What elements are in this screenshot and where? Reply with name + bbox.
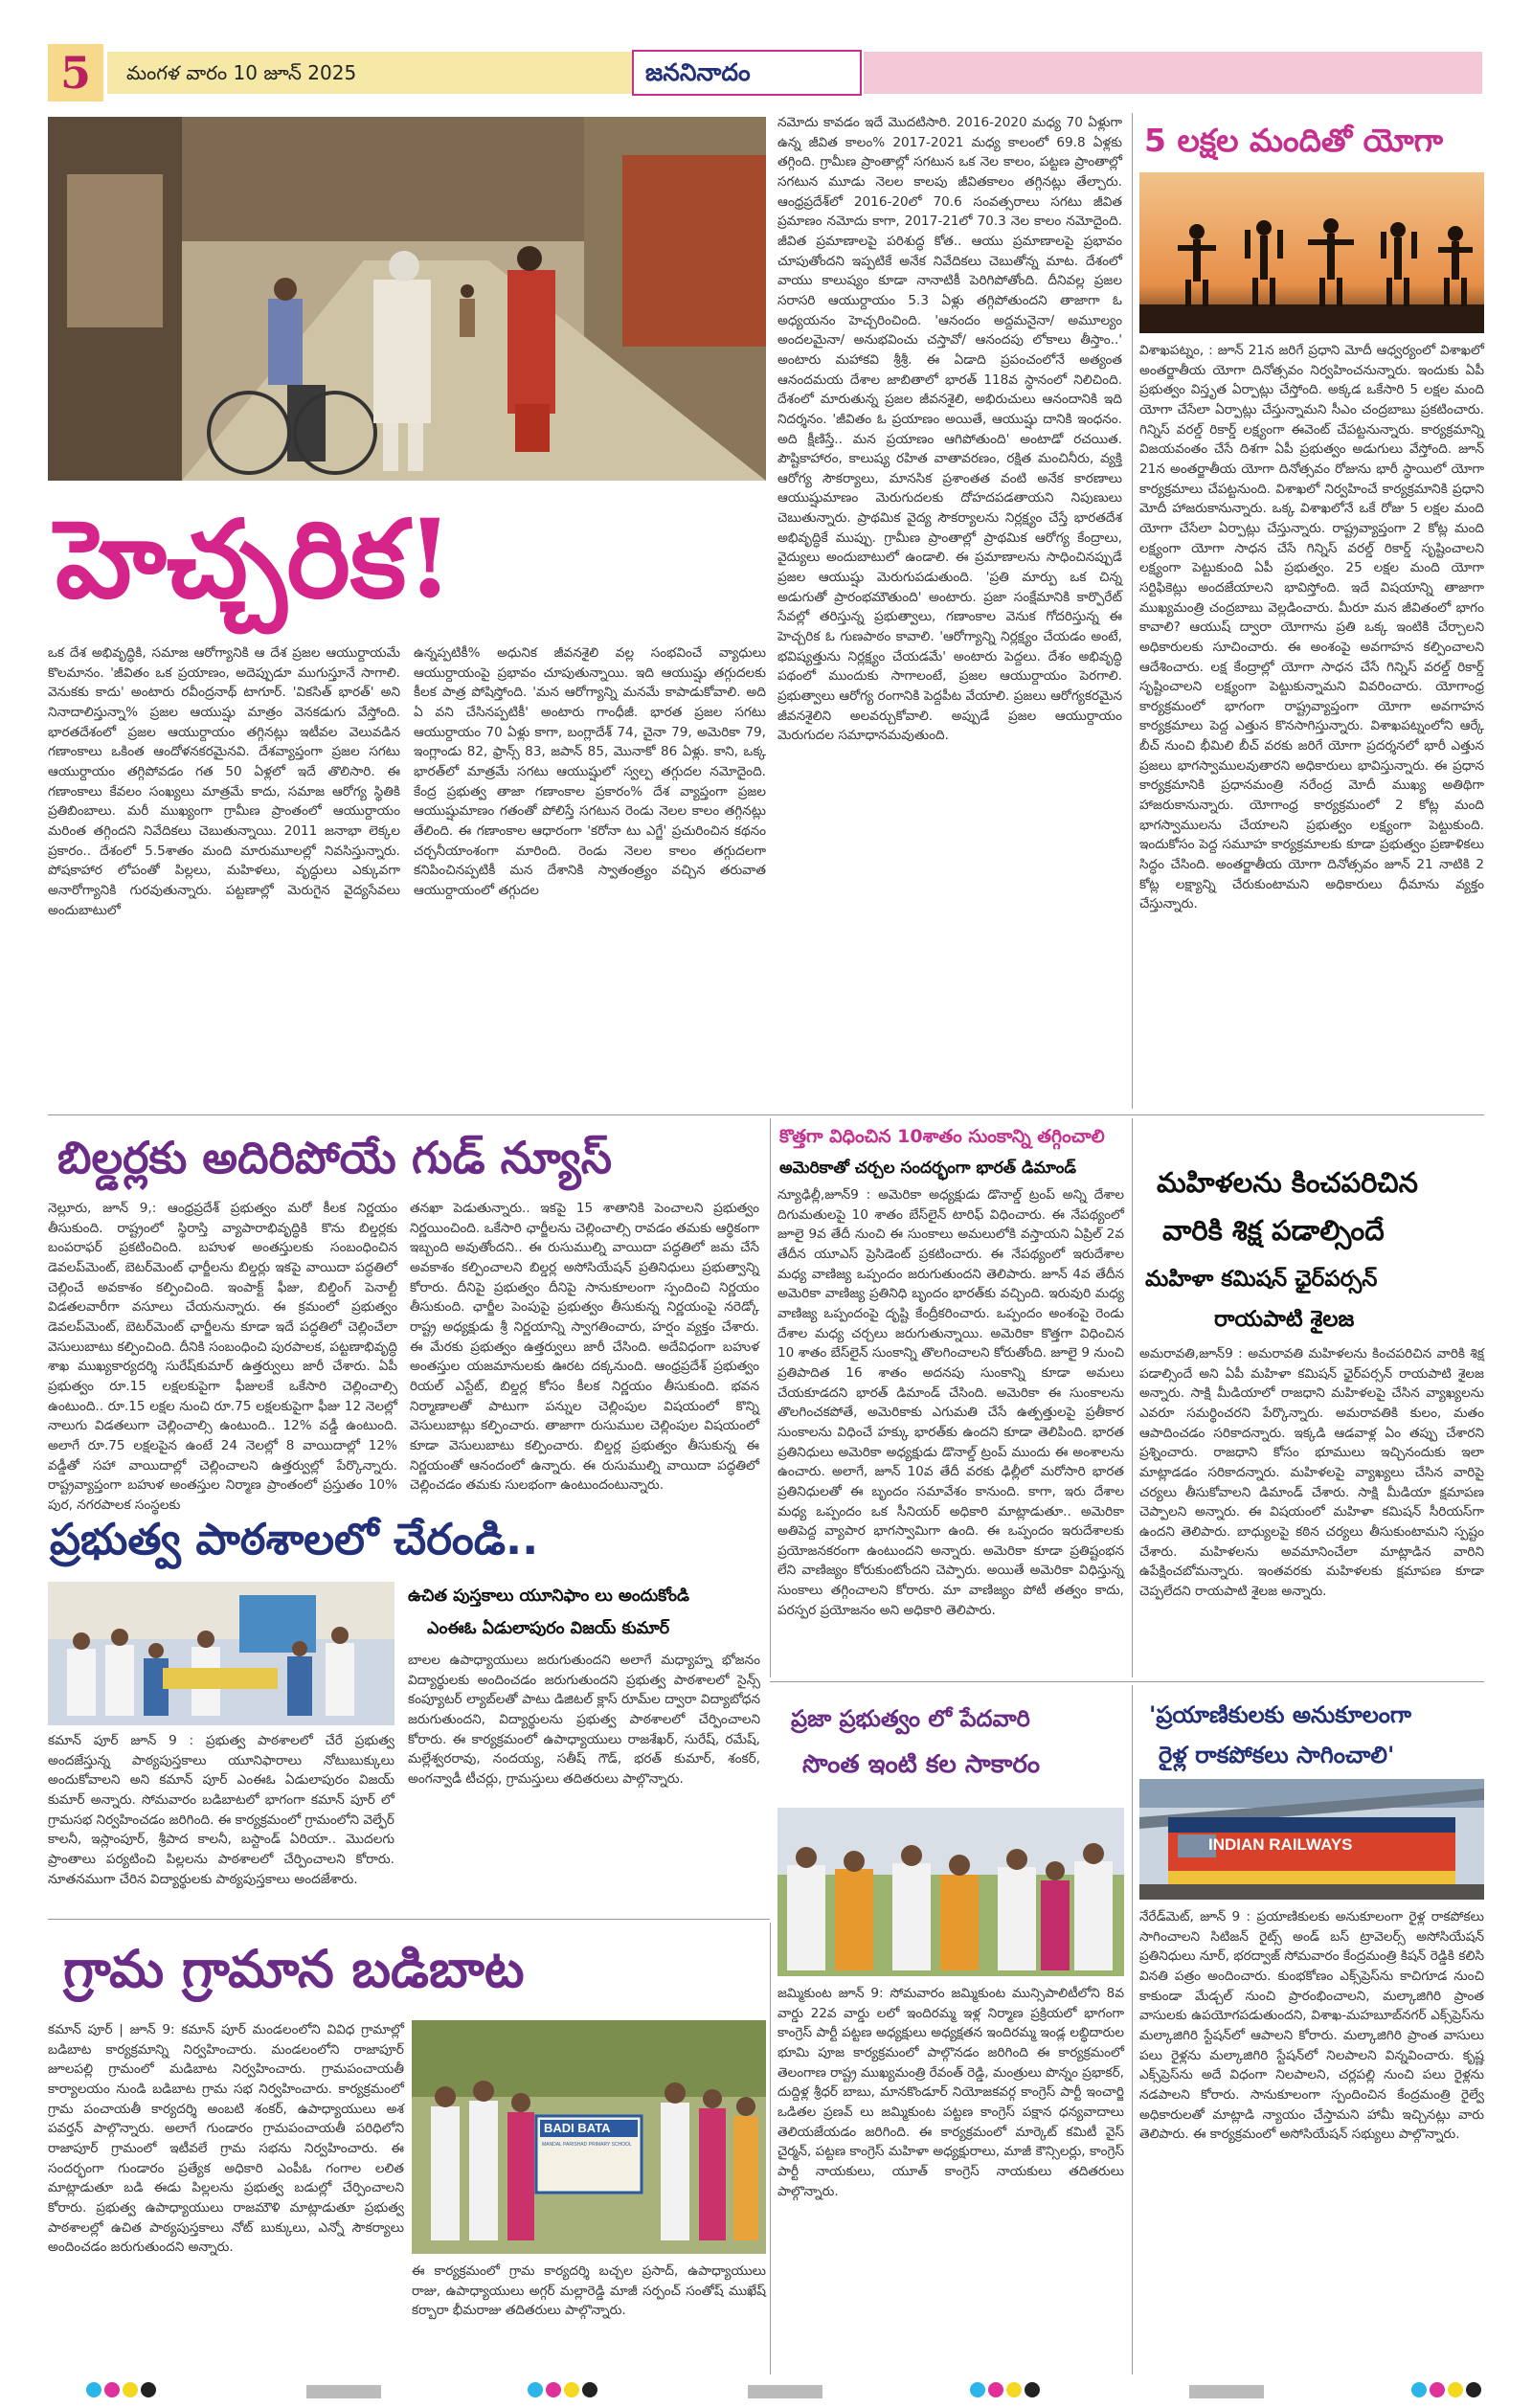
women-headline-2: వారికి శిక్ష పడాల్సిందే (1162, 1214, 1385, 1247)
grey-bar (748, 2385, 822, 2398)
column-rule (1132, 113, 1133, 1109)
tariff-subhead: అమెరికాతో చర్చల సందర్భంగా భారత్ డిమాండ్ (779, 1159, 1076, 1178)
column-rule (1132, 1685, 1133, 2374)
page-number: 5 (48, 44, 103, 101)
section-rule (48, 1919, 770, 1920)
badibata-banner-2: MANDAL PARISHAD PRIMARY SCHOOL (542, 2142, 632, 2148)
cmyk-dots (528, 2382, 600, 2401)
lead-col-1: ఒక దేశ అభివృద్ధికి, సమాజ ఆరోగ్యానికి ఆ దేశ ప్రజల ఆయుర్దాయమే కొలమానం. 'జీవితం ఒక ప్రయాణం, అదెప్పుడూ ముగుస్తూనే సాగాలి. వెనుకకు కాదు' అంటారు రవీంద్రనాథ్ టాగూర్. 'వికసిత్ భారత్' అని నినాదాలిస్తున్నా% ప్రజల ఆయుష్షు మాత్రం వెనకడుగు వేస్తోంది. భారతదేశంలో ప్రజల ఆయుర్దాయం తగ్గినట్లు ఇటీవల వెలువడిన గణాంకాలు ఒకింత ఆందోళనకరమైనవి. దేశవ్యాప్తంగా ప్రజల సగటు ఆయుర్దాయం తగ్గిపోవడం గత 50 ఏళ్లలో ఇదే తొలిసారి. ఈ గణాంకాలు కేవలం సంఖ్యలు మాత్రమే కాదు, సమాజ ఆరోగ్య స్థితికి ప్రతిబింబాలు. మరీ ముఖ్యంగా గ్రామీణ ప్రాంతంలో ఆయుర్దాయం మరింత తగ్గిందని నివేదికలు చెబుతున్నాయి. 2011 జనాభా లెక్కల ప్రకారం.. దేశంలో 5.5శాతం మంది మారుమూలల్లో నివసిస్తున్నారు. పోషకాహార లోపంతో పిల్లలు, మహిళలు, వృద్ధులు ఎక్కువగా అనారోగ్యానికి గురవుతున్నారు. పట్టణాల్లో మెరుగైన వైద్యసేవలు అందుబాటులో (48, 645, 400, 918)
date-line: మంగళ వారం 10 జూన్ 2025 (126, 61, 357, 84)
lead-photo (48, 117, 766, 481)
railway-train-label: INDIAN RAILWAYS (1208, 1835, 1353, 1854)
print-registration-strip (86, 2382, 1484, 2401)
school-col-2: బాలల ఉపాధ్యాయులు జరుగుతుందని అలాగే మధ్యాహ్న భోజనం విద్యార్థులకు అందించడం జరుగుతుందని ప్రభుత్వ పాఠశాలలో సైన్స్ కంప్యూటర్ ల్యాబ్‌లతో పాటు డిజిటల్ క్లాస్ రూమ్‌ల ద్వారా విద్యాబోధన జరుగుతుందని, విద్యార్థులను ప్రభుత్వ పాఠశాలలో చేర్పించాలని కోరారు. ఈ కార్యక్రమంలో ఉపాధ్యాయులు రాజశేఖర్, సురేష్, రమేష్, మల్లేశ్వరరావు, నందయ్య, సతీష్ గౌడ్, భరత్ కుమార్, శంకర్, అంగన్వాడీ టీచర్లు, గ్రామస్తులు తదితరులు పాల్గొన్నారు. (408, 1653, 760, 1787)
badibata-col-1: కమాన్ పూర్ | జూన్ 9: కమాన్ పూర్ మండలంలోని వివిధ గ్రామాల్లో బడిబాట కార్యక్రమాన్ని నిర్వహించారు. మండలంలోని రాజాపూర్ జూలపల్లి గ్రామంలో మడిబాట నిర్వహించారు. గ్రామపంచాయతీ కార్యాలయం నుండి బడిబాట గ్రామ సభ నిర్వహించారు. కార్యక్రమంలో గ్రామ పంచాయతీ కార్యదర్శి అంబటి శంకర్, ఉపాధ్యాయులు అశ పవర్తన్ పాల్గొన్నారు. అలాగే గుండారం గ్రామపంచాయతీ పరిధిలోని రాజాపూర్ గ్రామంలో ఇటీవలే గ్రామ సభను నిర్వహించారు. ఈ సందర్భంగా గుండారం ప్రత్యేక అధికారి ఎంపీఓ గంగాల లలిత మాట్లాడుతూ బడి ఈడు పిల్లలను ప్రభుత్వ బడుల్లో చేర్పించాలని కోరారు. ప్రభుత్వ ఉపాధ్యాయులు రాజమౌళి మాట్లాడుతూ ప్రభుత్వ పాఠశాలల్లో ఉచిత పాఠ్యపుస్తకాలు నోట్ బుక్కులు, ఎన్నో సౌకర్యాలు అందించడం జరుగుతుందని అన్నారు. (48, 2022, 404, 2256)
tariff-headline: కొత్తగా విధించిన 10శాతం సుంకాన్ని తగ్గించాలి (779, 1126, 1105, 1147)
railway-headline-2: రైళ్ల రాకపోకలు సాగించాలి' (1159, 1742, 1395, 1768)
lead-headline: హెచ్చరిక! (56, 497, 454, 622)
column-rule (1132, 1118, 1133, 1677)
women-sub-1: మహిళా కమిషన్ ఛైర్‌పర్సన్ (1145, 1267, 1378, 1292)
builders-col-1: నెల్లూరు, జూన్ 9,: ఆంధ్రప్రదేశ్ ప్రభుత్వం మరో కీలక నిర్ణయం తీసుకుంది. రాష్ట్రంలో స్థిరాస్తి వ్యాపారాభివృద్ధికి కొను బిల్డర్లకు బంపరాఫర్ ప్రకటించింది. బహుళ అంతస్తులకు సంబంధించిన డెవలప్‌మెంట్, బెటర్‌మెంట్ ఛార్జీలను బిల్డర్లు ఇకపై వాయిదా పద్ధతిలో చెల్లించే అవకాశం కల్పించింది. ఇంపాక్ట్ ఫీజు, బిల్డింగ్ పెనాల్టీ విడతలవారీగా వసూలు చేయనున్నారు. ఈ క్రమంలో ప్రభుత్వం డెవలప్‌మెంట్, బెటర్‌మెంట్ ఛార్జీలను కూడా ఇదే పద్ధతిలో చెల్లించేలా వెసులుబాటు కల్పించింది. దీనికి సంబంధించి పురపాలక, పట్టణాభివృద్ధి శాఖ ముఖ్యకార్యదర్శి సురేష్‌కుమార్ ఉత్తర్వులు జారీ చేశారు. ఏపీ ప్రభుత్వం రూ.15 లక్షలకుపైగా ఫీజులకే ఒకేసారి చెల్లించాల్సి ఉంటుంది.. రూ.15 లక్షల నుంచి రూ.75 లక్షలకుపైగా ఫీజు 12 నెలల్లో నాలుగు విడతలుగా చెల్లించాల్సి ఉంటుంది.. 12% వడ్డీ ఉంటుంది. అలాగే రూ.75 లక్షలపైన ఉంటే 24 నెలల్లో 8 వాయిదాల్లో 12% వడ్డీతో సహా వాయిదాల్లో చెల్లించాలని ఉత్తర్వుల్లో పేర్కొన్నారు. రాష్ట్రవ్యాప్తంగా బహుళ అంతస్తుల నిర్మాణ ప్రాంతంలో ప్రస్తుతం 10% పుర, నగరపాలక సంస్థలకు (48, 1201, 397, 1513)
women-sub-2: రాయపాటి శైలజ (1214, 1307, 1355, 1332)
cmyk-dots (970, 2382, 1043, 2401)
lead-col-3: నమోదు కావడం ఇదే మొదటిసారి. 2016-2020 మధ్య 70 ఏళ్లుగా ఉన్న జీవిత కాలం% 2017-2021 మధ్య కాలంలో 69.8 ఏళ్లకు తగ్గింది. గ్రామీణ ప్రాంతాల్లో సగటున ఒక నెల కాలం, పట్టణ ప్రాంతాల్లో సగటున మూడు నెలల కాలపు జీవితకాలం తగ్గినట్లు తేల్చారు. ఆంధ్రప్రదేశ్‌లో 2016-20లో 70.6 సంవత్సరాలు సగటు జీవిత ప్రమాణం నమోదు కాగా, 2017-21లో 70.3 నెల కాలం నమోదైంది. జీవిత ప్రమాణాలపై పరిశుద్ధ కోత.. ఆయు ప్రమాణాలపై ప్రభావం చూపుతోందని ఇప్పటికే అనేక నివేదికలు చెబుతోన్న మాట. దేశంలో వాయు కాలుష్యం కూడా నానాటికీ పెరిగిపోతోంది. దీనివల్ల ప్రజల సరాసరి ఆయుర్దాయం 5.3 ఏళ్లు తగ్గిపోతుందని తాజాగా ఓ అధ్యయనం హెచ్చరించింది. 'ఆనందం అద్దమనైనా/ అమూల్యం అందలమైనా/ అనుభవించు చస్తావో/ ఆనందపు లోకాలు తీస్తాం..' అంటారు మహాకవి శ్రీశ్రీ. ఈ ఏడాది ప్రపంచంలోనే అత్యంత ఆనందమయ దేశాల జాబితాలో భారత్ 118వ స్థానంలో నిలిచింది. దేశంలో మారుతున్న ప్రజల జీవనశైలి, అభిరుచులు ఆనందానికి ఇది నిదర్శనం. 'జీవితం ఓ ప్రయాణం అయితే, ఆయుష్షు దానికి ఇంధనం. అది క్షీణిస్తే.. మన ప్రయాణం ఆగిపోతుంది' అంటాడో రచయిత. పౌష్టికాహారం, కాలుష్య రహిత వాతావరణం, రక్షిత మంచినీరు, వ్యక్తి ఆరోగ్య సౌకర్యాలు, మానసిక ప్రశాంతత వంటి అనేక కారణాలు ఆయుష్షుమాణం మెరుగుదలకు దోహదపడతాయని నిపుణులు చెబుతున్నారు. ప్రాథమిక వైద్య సౌకర్యాలను నిర్లక్ష్యం చేస్తే భారతదేశ అభివృద్ధికే ముప్పు. గ్రామీణ ప్రాంతాల్లో ప్రాథమిక ఆరోగ్య కేంద్రాలు, వైద్యులు అందుబాటులో ఉండాలి. ఈ ప్రమాణాలను సాధించినప్పుడే ప్రజల ఆయుష్షు మెరుగుపడుతుంది. 'ప్రతి మార్పు ఒక చిన్న అడుగుతో ప్రారంభమౌతుంది' అంటారు. ప్రజా సంక్షేమానికి కార్పొరేట్ సేవల్లో తరిస్తున్న ప్రభుత్వాలు, గణాంకాల వెనుక గోదరిస్తున్న ఈ హెచ్చరిక ఓ గుణపాఠం కావాలి. 'ఆరోగ్యాన్ని నిర్లక్ష్యం చేయడం అంటే, భవిష్యత్తును నిర్లక్ష్యం చేయడమే' అంటారు పెద్దలు. దేశం అభివృద్ధి పథంలో ముందుకు సాగాలంటే, ప్రజల ఆయుర్దాయం పెరగాలి. ప్రభుత్వాలు ఆరోగ్య రంగానికి పెద్దపీట వేయాలి. ప్రజలు ఆరోగ్యకరమైన జీవనశైలిని అలవర్చుకోవాలి. అప్పుడే ప్రజల ఆయుర్దాయం మెరుగుదల సమాధానమవుతుంది. (777, 115, 1122, 744)
school-headline: ప్రభుత్వ పాఠశాలలో చేరండి.. (50, 1514, 539, 1564)
housing-headline-2: సొంత ఇంటి కల సాకారం (802, 1750, 1041, 1779)
school-sub-1: ఉచిత పుస్తకాలు యూనిఫాం లు అందుకోండి (408, 1587, 689, 1606)
header-pink-band (864, 52, 1482, 94)
housing-body: జమ్మికుంట జూన్ 9: సోమవారం జమ్మికుంట మున్సిపాలిటీలోని 8వ వార్డు 22వ వార్డు లలో ఇందిరమ్మ ఇళ్ల నిర్మాణ ప్రక్రియలో భాగంగా కాంగ్రెస్ పార్టీ పట్టణ అధ్యక్షులు అధ్యక్షతన ఇందిరమ్మ ఇండ్ల లబ్ధిదారుల భూమి పూజ కార్యక్రమంలో పాల్గొనడం జరిగింది ఈ కార్యక్రమంలో తెలంగాణ రాష్ట్ర ముఖ్యమంత్రి రేవంత్ రెడ్డి, మంత్రులు పొన్నం ప్రభాకర్, దుద్దిళ్ల శ్రీధర్ బాబు, మానకొండూర్ నియోజకవర్గ కాంగ్రెస్ పార్టీ ఇంచార్జి ఒడితల ప్రణవ్ లు జమ్మికుంట పట్టణ కాంగ్రెస్ పక్షాన ధన్యవాదాలు తెలియజేయడం జరిగింది. ఈ కార్యక్రమంలో మార్కెట్ కమిటీ వైస్ చైర్మన్, పట్టణ కాంగ్రెస్ మహిళా అధ్యక్షురాలు, మాజీ కౌన్సిలర్లు, కాంగ్రెస్ పార్టీ నాయకులు, యూత్ కాంగ్రెస్ నాయకులు తదితరులు పాల్గొన్నారు. (777, 1986, 1124, 2199)
section-rule (48, 1114, 1484, 1115)
badibata-banner-1: BADI BATA (544, 2121, 611, 2135)
cmyk-dots (1411, 2382, 1484, 2401)
school-photo (48, 1582, 394, 1725)
column-rule (770, 1923, 771, 2374)
yoga-headline: 5 లక్షల మందితో యోగా (1144, 122, 1444, 159)
paper-name: జననినాదం (645, 58, 751, 86)
builders-col-2: తనఖా పెడుతున్నారు.. ఇకపై 15 శాతానికి పెంచాలని ప్రభుత్వం నిర్ణయించింది. ఒకేసారి ఛార్జీలను చెల్లించాల్సి రావడం తమకు ఆర్థికంగా ఇబ్బంది అవుతోందని.. ఈ రుసుముల్ని వాయిదా పద్ధతిలో జమ చేసే అవకాశం కల్పించాలని బిల్డర్ల అసోసియేషన్ ప్రతినిధులు ప్రభుత్వాన్ని కోరారు. దీనిపై ప్రభుత్వం దీనిపై సానుకూలంగా స్పందించి నిర్ణయం తీసుకుంది. ఛార్జీల పెంపుపై ప్రభుత్వం తీసుకున్న నిర్ణయంపై నరెడ్కో రాష్ట్ర అధ్యక్షుడు శ్రీ నిర్ణయాన్ని స్వాగతించారు, హర్షం వ్యక్తం చేశారు. ఈ మేరకు ప్రభుత్వం ఉత్తర్వులు జారీ చేసింది. అదేవిధంగా బహుళ అంతస్తుల యజమానులకు ఊరట దక్కనుంది. ఆంధ్రప్రదేశ్ ప్రభుత్వం రియల్ ఎస్టేట్, బిల్డర్ల కోసం కీలక నిర్ణయం తీసుకుంది. భవన నిర్మాణాలతో పాటుగా పన్నుల చెల్లింపుల విషయంలో కొన్ని వెసులుబాట్లు కల్పించారు. తాజాగా రుసుముల చెల్లింపుల విషయంలో కూడా వెసులుబాటు కల్పించారు. బిల్డర్ల ప్రభుత్వం తీసుకున్న ఈ నిర్ణయంతో ఆనందంలో ఉన్నారు. ఈ రుసుముల్ని వాయిదా పద్ధతిలో చెల్లించడం తమకు సులభంగా ఉంటుందంటున్నారు. (410, 1201, 759, 1494)
badibata-col-2: ఈ కార్యక్రమంలో గ్రామ కార్యదర్శి బచ్చల ప్రసాద్, ఉపాధ్యాయులు రాజు, ఉపాధ్యాయులు అగ్గర్ మల్లారెడ్డి మాజీ సర్పంచ్ సంతోష్ ముఖేష్ కర్బారా భీమరాజు తదితరులు పాల్గొన్నారు. (412, 2263, 766, 2319)
badibata-photo (412, 2020, 766, 2254)
tariff-body: న్యూఢిల్లీ,జూన్9 : అమెరికా అధ్యక్షుడు డొనాల్డ్ ట్రంప్ అన్ని దేశాల దిగుమతులపై 10 శాతం బేస్‌లైన్ టారిఫ్ విధించారు. ఈ నేపథ్యంలో జూలై 9వ తేదీ నుంచి ఈ సుంకాలు అమలులోకి వస్తాయని ఏప్రిల్ 2వ తేదీన యూఎస్ ప్రెసిడెంట్ ప్రకటించారు. ఈ నేపథ్యంలో ఇరుదేశాల మధ్య వాణిజ్య ఒప్పందం జరుగుతుందని తెలిపారు. జూన్ 4వ తేదీన అమెరికా వాణిజ్య ప్రతినిధి బృందం భారత్‌కు వచ్చింది. ఇరువురి మధ్య వాణిజ్య ఒప్పందంపై దృష్టి కేంద్రీకరించారు. ఒప్పందం అంశంపై రెండు దేశాల మధ్య చర్చలు జరుగుతున్నాయి. అమెరికా కొత్తగా విధించిన 10 శాతం బేస్‌లైన్ సుంకాన్ని తొలగించాలని కోరుతోంది. జూలై 9 నుంచి ప్రతిపాదిత 16 శాతం అదనపు సుంకాన్ని కూడా అమలు చేయకూడదని భారత్ డిమాండ్ చేసింది. అమెరికా ఈ సుంకాలను తొలగించకపోతే, అమెరికాకు ఎగుమతి చేసే ఉత్పత్తులపై ప్రతీకార సుంకాలను విధించే హక్కు భారత్‌కు ఉందని కూడా తెలిపింది. భారత ప్రతినిధులు అమెరికా అధ్యక్షుడు డొనాల్డ్ ట్రంప్ ముందు ఈ అంశాలను ఉంచారు. అలాగే, జూన్ 10వ తేదీ వరకు ఢిల్లీలో మరోసారి భారత ప్రతినిధులతో ఈ బృందం సమావేశం కానుంది. కాగా, ఇరు దేశాల మధ్య ఒప్పందం ఒక సీనియర్ అధికారి మాట్లాడుతూ.. అమెరికా అతిపెద్ద వ్యాపార భాగస్వామిగా ఉంది. ఈ ఒప్పందం ఇరుదేశాలకు ప్రయోజనకరంగా ఉంటుందని అన్నారు. అమెరికా కూడా ప్రతిష్టంభన లేని వాణిజ్యం కోరుకుంటోందని చెప్పారు. అయితే అమెరికా విధిస్తున్న సుంకాలు తగ్గించాలని కోరారు. మా వాణిజ్యం పోటీ తత్వం కాదు, పరస్పర ప్రయోజనం అని అధికారి తెలిపారు. (777, 1187, 1124, 1618)
cmyk-dots (86, 2382, 159, 2401)
school-sub-2: ఎంఈఓ ఏడులాపురం విజయ్ కుమార్ (427, 1619, 670, 1638)
yoga-photo (1139, 172, 1484, 333)
lead-col-2: ఉన్నప్పటికీ% అధునిక జీవనశైలి వల్ల సంభవించే వ్యాధులు ఆయుర్దాయంపై ప్రభావం చూపుతున్నాయి. ఇది ఆయుష్షు తగ్గుదలకు కీలక పాత్ర పోషిస్తోంది. 'మన ఆరోగ్యాన్ని మనమే కాపాడుకోవాలి. అది ఏ వని చేసినప్పటికీ' అంటారు గాంధీజీ. భారత ప్రజల సగటు ఆయుర్దాయం 70 ఏళ్లు కాగా, బంగ్లాదేశ్ 74, చైనా 79, అమెరికా 79, ఇంగ్లాండు 82, ఫ్రాన్స్ 83, జపాన్ 85, మొనాకో 86 ఏళ్లు. కాని, ఒక్క భారత్‌లో మాత్రమే సగటు ఆయుష్షులో స్వల్ప తగ్గుదల నమోదైంది. కేంద్ర ప్రభుత్వ తాజా గణాంకాల ప్రకారం% దేశ వ్యాప్తంగా ప్రజల ఆయుష్షుమాణం గతంతో పోలిస్తే సగటున రెండు నెలల కాలం తగ్గినట్లు తేలింది. ఈ గణాంకాల ఆధారంగా 'కరోనా టు ఎగ్జే' ప్రచురించిన కథనం చర్చనీయాంశంగా మారింది. రెండు నెలల కాలం తగ్గుదలగా కనిపించినప్పటికీ మన దేశానికి స్వాతంత్ర్యం వచ్చిన తరువాత ఆయుర్దాయంలో తగ్గుదల (414, 645, 766, 898)
section-rule (770, 1681, 1484, 1682)
women-body: అమరావతి,జూన్9 : అమరావతి మహిళలను కించపరిచిన వారికి శిక్ష పడాల్సిందే అని ఏపీ మహిళా కమిషన్ ఛైర్‌పర్సన్ రాయపాటి శైలజ అన్నారు. సాక్షి మీడియాలో రాజధాని మహిళలపై చేసిన వ్యాఖ్యలను ఎవరూ సమర్థించరని పేర్కొన్నారు. అమరావతికి కులం, మతం ఆపాదించడం సరికాదన్నారు. ఇక్కడి ఆడవాళ్ల ఏం తప్పు చేశారని ప్రశ్నించారు. రాజధాని కోసం భూములు ఇచ్చినందుకు ఇలా మాట్లాడడం సరికాదన్నారు. మహిళలపై వ్యాఖ్యలు చేసిన వారిపై చర్యలు తీసుకోవాలని డిమాండ్ చేశారు. సాక్షి మీడియా క్షమాపణ చెప్పాలని అన్నారు. ఈ విషయంలో మహిళా కమిషన్ సీరియస్‌గా ఉందని తెలిపారు. బాధ్యులపై కఠిన చర్యలు తీసుకుంటామని స్పష్టం చేశారు. మహిళలను అవమానించేలా మాట్లాడిన వారిని ఉపేక్షించబోమన్నారు. ఇంతవరకు మహిళలకు క్షమాపణ కూడా చెప్పలేదని రాయపాటి శైలజ అన్నారు. (1139, 1346, 1484, 1599)
school-col-1: కమాన్ పూర్ జూన్ 9 : ప్రభుత్వ పాఠశాలలో చేరే ప్రభుత్వ అందజేస్తున్న పాఠ్యపుస్తకాలు యూనిఫారాలు నోటుబుక్కులు అందుకోవాలని అని కమాన్ పూర్ ఎంఈఓ ఏడులాపురం విజయ్ కుమార్ అన్నారు. సోమవారం బడిబాటలో భాగంగా కమాన్ పూర్ లో గ్రామసభ నిర్వహించడం జరిగింది. ఈ కార్యక్రమంలో గ్రామంలోని వెల్ఫేర్ కాలనీ, ఇస్లాంపూర్, శ్రీపాద కాలనీ, బస్టాండ్ ఏరియా.. మొదలగు ప్రాంతాలు పర్యటించి పిల్లలను పాఠశాలలో చేర్పించాలని కోరారు. నూతనముగా చేరిన విద్యార్థులకు పాఠ్యపుస్తకాలు అందజేశారు. (48, 1733, 394, 1887)
railway-body: నేరేడ్‌మెట్, జూన్ 9 : ప్రయాణికులకు అనుకూలంగా రైళ్ల రాకపోకలు సాగించాలని సిటిజన్ రైట్స్ అండ్ బస్ ట్రావెలర్స్ అసోసియేషన్ ప్రతినిధులు నూర్, భరద్వాజ్ సోమవారం కేంద్రమంత్రి కిషన్ రెడ్డికి కలిసి వినతి పత్రం అందించారు. కుంభకోణం ఎక్స్‌ప్రెస్‌ను కాచిగూడ నుంచి కాకుండా మేడ్చల్ నుంచి ప్రారంభించాలని, మల్కాజిగిరి ప్రాంత వాసులకు ఉపయోగపడుతుందని, విశాఖ-మహబూబ్‌నగర్ ఎక్స్‌ప్రెస్‌ను మల్కాజిగిరి స్టేషన్‌లో ఆపాలని కోరారు. మల్కాజిగిరి ప్రాంత వాసులు పలు రైళ్లను మల్కాజిగిరి స్టేషన్‌లో నిలపాలని విన్నవించారు. కృష్ణ ఎక్స్‌ప్రెస్‌ను అదే విధంగా నిలపాలని, చర్లపల్లి నుంచి పలు రైళ్లను నడపాలని కోరారు. సానుకూలంగా స్పందించిన కేంద్రమంత్రి రైల్వే అధికారులతో మాట్లాడి న్యాయం చేస్తామని హామీ ఇచ్చినట్లు వారు తెలిపారు. ఈ కార్యక్రమంలో అసోసియేషన్ సభ్యులు పాల్గొన్నారు. (1139, 1909, 1484, 2143)
grey-bar (1189, 2385, 1264, 2398)
builders-headline: బిల్డర్లకు అదిరిపోయే గుడ్ న్యూస్ (57, 1132, 613, 1183)
grey-bar (306, 2385, 381, 2398)
page-header (48, 44, 1482, 101)
badibata-headline: గ్రామ గ్రామాన బడిబాట (63, 1939, 525, 1999)
column-rule (770, 1118, 771, 1677)
yoga-body: విశాఖపట్నం, : జూన్ 21న జరిగే ప్రధాని మోదీ ఆధ్వర్యంలో విశాఖలో అంతర్జాతీయ యోగా దినోత్సవం నిర్వహించనున్నారు. ఇందుకు ఏపీ ప్రభుత్వం విస్తృత ఏర్పాట్లు చేస్తోంది. అక్కడ ఒకేసారి 5 లక్షల మంది యోగా చేసేలా ఏర్పాట్లు చేస్తున్నామని సీఎం చంద్రబాబు ప్రకటించారు. గిన్నిస్ వరల్డ్ రికార్డ్ లక్ష్యంగా ఈవెంట్ చేపట్టనున్నారు. కార్యక్రమాన్ని విజయవంతం చేసే దిశగా ఏపీ ప్రభుత్వం అడుగులు వేస్తోంది. జూన్ 21న అంతర్జాతీయ యోగా దినోత్సవం రోజును భారీ స్థాయిలో యోగా కార్యక్రమాలు చేపట్టనుంది. విశాఖలో నిర్వహించే కార్యక్రమానికి ప్రధాని మోదీ హాజరుకానున్నారు. ఒక్క విశాఖలోనే ఒకే రోజు 5 లక్షల మంది యోగా చేసేలా ఏర్పాట్లు చేస్తున్నారు. రాష్ట్రవ్యాప్తంగా 2 కోట్ల మంది లక్ష్యంగా యోగా సాధన చేసే గిన్నిస్ వరల్డ్ రికార్డ్ సృష్టించాలని లక్ష్యంగా పెట్టుకుంది ఏపీ ప్రభుత్వం. 25 లక్షల మంది యోగా సర్టిఫికెట్లు అందజేయాలని భావిస్తోంది. ఇదే విషయాన్ని తాజాగా ముఖ్యమంత్రి చంద్రబాబు వెల్లడించారు. మీరూ మన జీవితంలో భాగం కావాలి? ఆయుష్ ద్వారా యోగాను ప్రతి ఒక్క ఇంటికి చేర్చాలని అధికారులకు సూచించారు. ఈ అంశంపై అవగాహన కల్పించాలని ఆదేశించారు. లక్ష కేంద్రాల్లో యోగా సాధన చేసే గిన్నిస్ వరల్డ్ రికార్డ్ సృష్టించాలని లక్ష్యంగా పెట్టుకున్నామని వివరించారు. యోగాంధ్ర కార్యక్రమంలో భాగంగా రాష్ట్రవ్యాప్తంగా యోగా అవగాహన కార్యక్రమాలు పెద్ద ఎత్తున కొనసాగిస్తున్నారు. విశాఖపట్నంలోని ఆర్కే బీచ్ నుంచి భీమిలి బీచ్ వరకు జరిగే యోగా ప్రదర్శనలో భారీ ఎత్తున ప్రజలు భాగస్వాములవుతారని అధికారులు భావిస్తున్నారు. ఈ ప్రధాన కార్యక్రమానికి ప్రధానమంత్రి నరేంద్ర మోదీ ముఖ్య అతిథిగా హాజరుకానున్నారు. యోగాంధ్ర కార్యక్రమంలో 2 కోట్ల మంది భాగస్వాములను చేయాలని ప్రభుత్వం లక్ష్యంగా పెట్టుకుంది. ఇందుకోసం పెద్ద సమూహ కార్యక్రమాలకు కూడా ప్రభుత్వం ప్రణాళికలు సిద్ధం చేసింది. అంతర్జాతీయ యోగా దినోత్సవం జూన్ 21 నాటికి 2 కోట్ల లక్ష్యాన్ని చేరుకుంటామని అధికారులు ధీమాను వ్యక్తం చేస్తున్నారు. (1139, 343, 1484, 912)
railway-headline-1: 'ప్రయాణికులకు అనుకూలంగా (1149, 1701, 1412, 1728)
housing-photo (777, 1808, 1124, 1976)
housing-headline-1: ప్రజా ప్రభుత్వం లో పేదవారి (791, 1705, 1030, 1732)
women-headline-1: మహిళలను కించపరిచిన (1157, 1166, 1418, 1199)
